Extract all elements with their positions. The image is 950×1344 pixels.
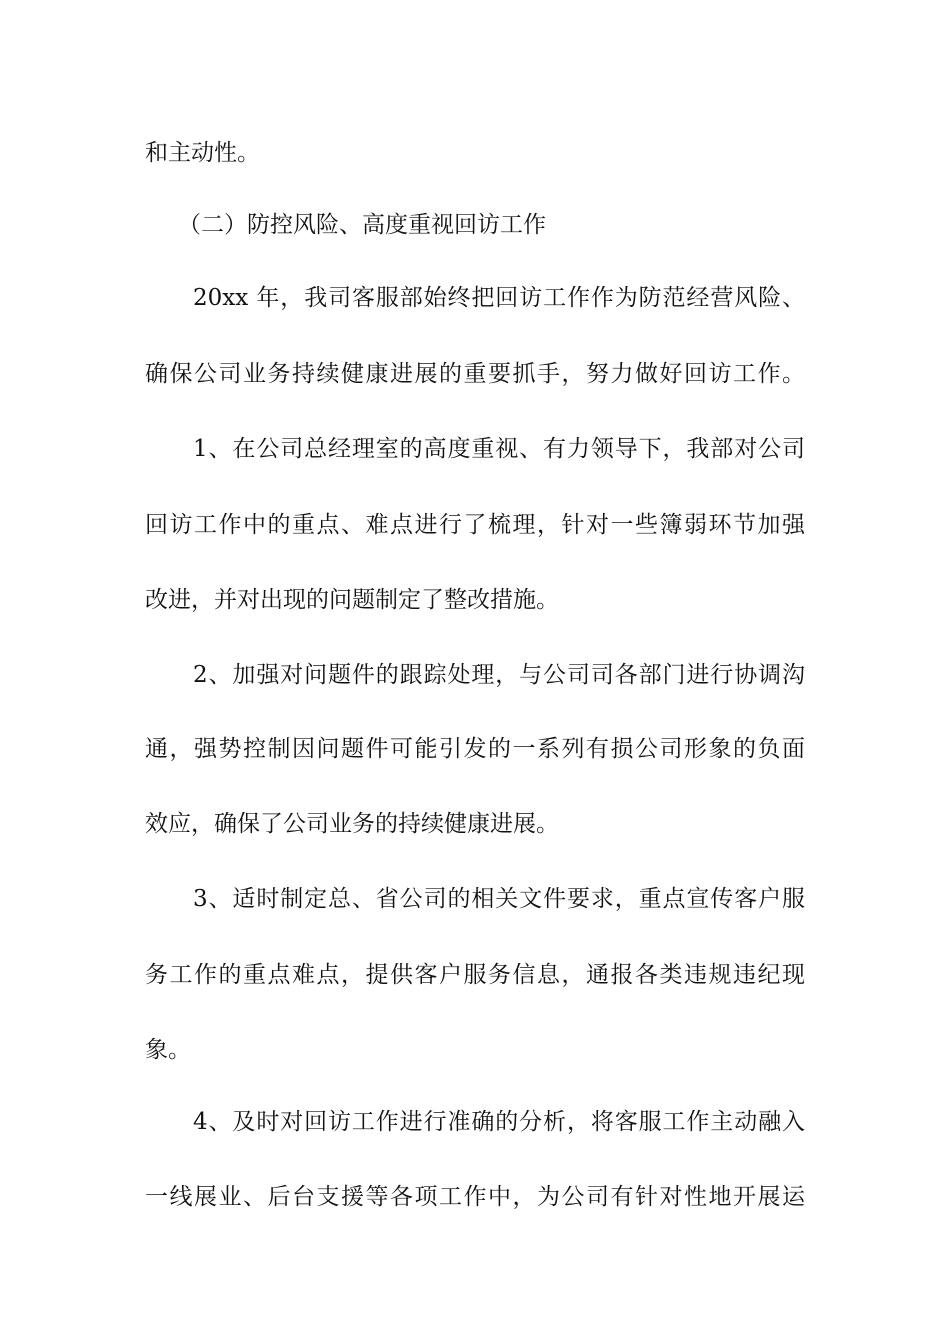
text-line: 象。 (145, 1037, 191, 1063)
text-line: 效应，确保了公司业务的持续健康进展。 (145, 811, 559, 837)
text-line: 通，强势控制因问题件可能引发的一系列有损公司形象的负面 (145, 736, 805, 762)
section-heading: （二）防控风险、高度重视回访工作 (178, 212, 546, 238)
text-line: 20xx 年，我司客服部始终把回访工作作为防范经营风险、 (193, 285, 805, 311)
text-line: 2、加强对问题件的跟踪处理，与公司司各部门进行协调沟 (193, 662, 805, 688)
text-line: 和主动性。 (145, 140, 260, 166)
text-line: 回访工作中的重点、难点进行了梳理，针对一些簿弱环节加强 (145, 512, 805, 538)
text-line: 务工作的重点难点，提供客户服务信息，通报各类违规违纪现 (145, 962, 805, 988)
text-line: 改进，并对出现的问题制定了整改措施。 (145, 587, 559, 613)
text-line: 确保公司业务持续健康进展的重要抓手，努力做好回访工作。 (145, 361, 805, 387)
text-line: 4、及时对回访工作进行准确的分析，将客服工作主动融入 (193, 1109, 805, 1135)
text-line: 一线展业、后台支援等各项工作中，为公司有针对性地开展运 (145, 1184, 805, 1210)
text-line: 3、适时制定总、省公司的相关文件要求，重点宣传客户服 (193, 886, 805, 912)
text-line: 1、在公司总经理室的高度重视、有力领导下，我部对公司 (193, 436, 805, 462)
